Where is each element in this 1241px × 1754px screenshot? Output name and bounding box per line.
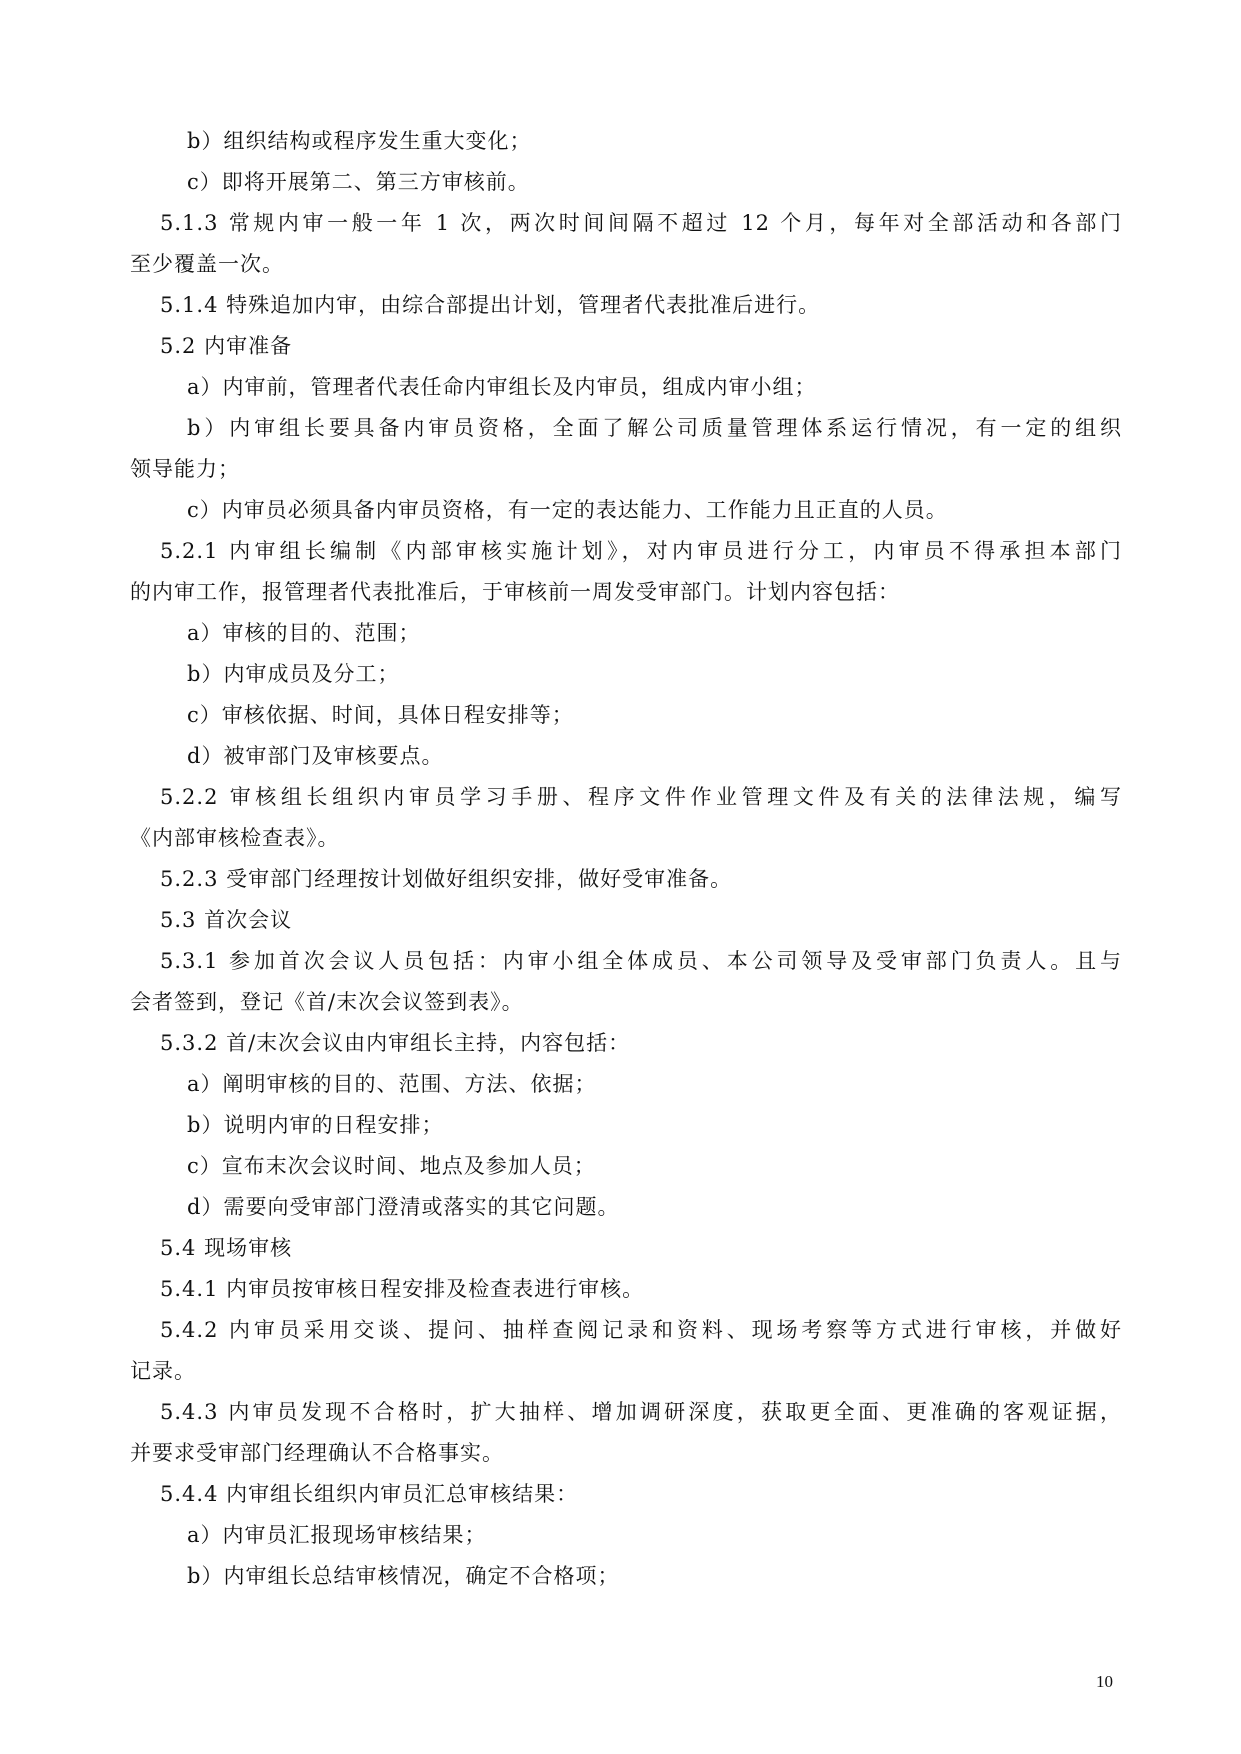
plan-item-c: c）审核依据、时间，具体日程安排等；	[187, 703, 574, 727]
clause-5-1-3-continued: 至少覆盖一次。	[130, 252, 284, 276]
clause-5-2-3: 5.2.3 受审部门经理按计划做好组织安排，做好受审准备。	[160, 867, 733, 891]
list-item-b-org-change: b）组织结构或程序发生重大变化；	[187, 129, 532, 153]
summary-item-b: b）内审组长总结审核情况，确定不合格项；	[187, 1564, 620, 1588]
page-number: 10	[1096, 1672, 1113, 1691]
list-item-b-team-leader-continued: 领导能力；	[130, 457, 240, 481]
meeting-item-c: c）宣布末次会议时间、地点及参加人员；	[187, 1154, 596, 1178]
clause-5-4-4: 5.4.4 内审组长组织内审员汇总审核结果：	[160, 1482, 579, 1506]
document-body	[130, 121, 1122, 1597]
summary-item-a: a）内审员汇报现场审核结果；	[187, 1523, 487, 1547]
section-heading-5-4: 5.4 现场审核	[160, 1236, 293, 1260]
clause-5-1-4: 5.1.4 特殊追加内审，由综合部提出计划，管理者代表批准后进行。	[160, 293, 821, 317]
meeting-item-b: b）说明内审的日程安排；	[187, 1113, 444, 1137]
clause-5-2-1: 5.2.1 内审组长编制《内部审核实施计划》，对内审员进行分工，内审员不得承担本部门	[160, 539, 1122, 563]
clause-5-4-3-continued: 并要求受审部门经理确认不合格事实。	[130, 1441, 504, 1465]
meeting-item-d: d）需要向受审部门澄清或落实的其它问题。	[187, 1195, 620, 1219]
clause-5-1-3: 5.1.3 常规内审一般一年 1 次，两次时间间隔不超过 12 个月，每年对全部活动和各部门	[160, 211, 1122, 235]
plan-item-b: b）内审成员及分工；	[187, 662, 400, 686]
clause-5-4-3: 5.4.3 内审员发现不合格时，扩大抽样、增加调研深度，获取更全面、更准确的客观证据，	[160, 1400, 1122, 1424]
clause-5-3-1: 5.3.1 参加首次会议人员包括：内审小组全体成员、本公司领导及受审部门负责人。且与	[160, 949, 1122, 973]
list-item-c-third-party-audit: c）即将开展第二、第三方审核前。	[187, 170, 530, 194]
section-heading-5-3: 5.3 首次会议	[160, 908, 293, 932]
list-item-b-team-leader: b）内审组长要具备内审员资格，全面了解公司质量管理体系运行情况，有一定的组织	[187, 416, 1122, 440]
clause-5-2-2-continued: 《内部审核检查表》。	[130, 826, 340, 850]
plan-item-d: d）被审部门及审核要点。	[187, 744, 444, 768]
meeting-item-a: a）阐明审核的目的、范围、方法、依据；	[187, 1072, 597, 1096]
list-item-c-auditor-qualification: c）内审员必须具备内审员资格，有一定的表达能力、工作能力且正直的人员。	[187, 498, 948, 522]
clause-5-2-1-continued: 的内审工作，报管理者代表批准后，于审核前一周发受审部门。计划内容包括：	[130, 580, 900, 604]
clause-5-4-2-continued: 记录。	[130, 1359, 196, 1383]
clause-5-3-1-continued: 会者签到，登记《首/末次会议签到表》。	[130, 990, 524, 1014]
section-heading-5-2: 5.2 内审准备	[160, 334, 293, 358]
list-item-a-audit-team: a）内审前，管理者代表任命内审组长及内审员，组成内审小组；	[187, 375, 817, 399]
clause-5-2-2: 5.2.2 审核组长组织内审员学习手册、程序文件作业管理文件及有关的法律法规，编写	[160, 785, 1122, 809]
clause-5-4-1: 5.4.1 内审员按审核日程安排及检查表进行审核。	[160, 1277, 645, 1301]
clause-5-3-2: 5.3.2 首/末次会议由内审组长主持，内容包括：	[160, 1031, 631, 1055]
clause-5-4-2: 5.4.2 内审员采用交谈、提问、抽样查阅记录和资料、现场考察等方式进行审核，并做好	[160, 1318, 1122, 1342]
plan-item-a: a）审核的目的、范围；	[187, 621, 421, 645]
